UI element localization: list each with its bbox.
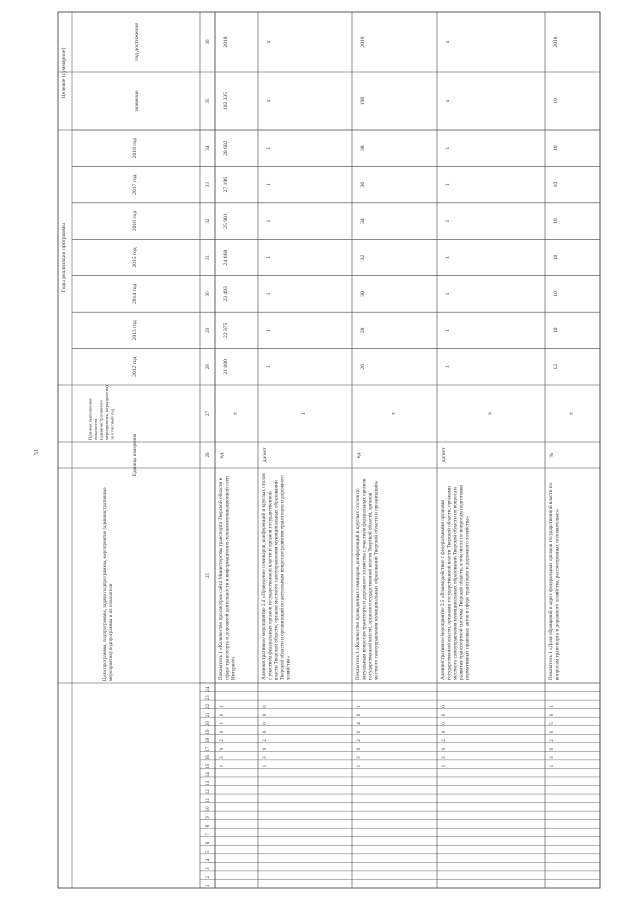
row-value: 34 <box>360 218 366 224</box>
row-target-year: 2018 <box>223 36 229 48</box>
row-value: 1 <box>266 292 272 296</box>
row-code: 1 <box>220 722 225 725</box>
row-value: 1 <box>445 292 451 296</box>
row-flag: х <box>232 412 239 415</box>
row-unit: % <box>549 452 555 458</box>
row-value: 24 668 <box>223 249 229 266</box>
column-number: 33 <box>206 182 211 188</box>
row-value: 1 <box>266 365 272 369</box>
paragraph-line: развития транспортной системы Тверской области, в том числе по вопросам подготовки <box>458 484 465 680</box>
row-target-value: х <box>266 99 272 103</box>
group-header-timeframe: Годы реализации программы <box>61 222 67 293</box>
table-frame <box>58 12 600 888</box>
row-code: 9 <box>220 747 225 751</box>
row-code: 0 <box>263 713 268 717</box>
column-number: 18 <box>206 738 211 744</box>
header-flag <box>88 385 115 440</box>
column-number: 34 <box>206 145 211 151</box>
header-program-name <box>103 487 114 681</box>
row-value: 38 <box>360 145 366 152</box>
row-code: 0 <box>357 713 362 717</box>
row-value: 28 <box>360 327 366 334</box>
header-y2017: 2017 год <box>132 174 138 195</box>
row-target-value: 198 <box>360 96 366 106</box>
column-number: 8 <box>206 824 211 828</box>
row-value: 1 <box>266 183 272 187</box>
header-y2012: 2012 год <box>132 356 138 377</box>
row-value: 25 901 <box>223 213 229 229</box>
row-code: 9 <box>357 747 362 751</box>
row-target-year: х <box>445 40 451 44</box>
row-code: 0 <box>357 730 362 734</box>
row-target-year: х <box>266 40 272 44</box>
column-number: 7 <box>206 833 211 836</box>
column-number: 1 <box>206 884 211 887</box>
column-number: 31 <box>206 255 211 260</box>
paragraph-line: Административное мероприятие 2.4 «Проведение семинаров, конференций и круглых столов <box>261 473 268 680</box>
paragraph-line: вопросам транспорта и дорожного хозяйства, рассмотренных положительно» <box>554 508 561 680</box>
row-code: 1 <box>220 705 225 708</box>
row-flag: х <box>390 412 397 415</box>
row-code: 0 <box>220 713 225 717</box>
paragraph-line: Показатель 1 «Доля обращений в адрес федеральных органов государственной власти по <box>548 482 555 680</box>
column-number: 2 <box>206 875 211 879</box>
row-value: 1 <box>445 328 451 332</box>
header-y2014: 2014 год <box>132 283 138 305</box>
row-value: 26 <box>360 363 366 370</box>
row-description <box>547 482 560 680</box>
column-number: 4 <box>206 858 211 862</box>
row-flag: 1 <box>301 412 307 415</box>
paragraph-line: власти Тверской области, органов местного самоуправления муниципальных образований <box>273 480 280 680</box>
paragraph-line: хозяйства» <box>285 655 292 680</box>
row-code: 1 <box>357 705 362 708</box>
row-value: 21 000 <box>223 359 229 375</box>
column-number: 11 <box>206 797 211 803</box>
column-number: 30 <box>206 291 211 297</box>
paragraph-line: с участием федеральных органов государственной власти и органов государственной <box>267 491 274 680</box>
paragraph-line: местного самоуправления муниципальных образований Тверской области и организаций» <box>373 480 380 680</box>
row-value: 32 <box>360 254 366 261</box>
row-code: 0 <box>263 705 268 708</box>
paragraph-line: Тверской области и организаций по актуальным вопросам развития транспорта и дорожного <box>279 475 286 680</box>
paragraph-line: государственной власти, органами государственной власти Тверской области, органами <box>446 486 453 680</box>
row-unit: да/нет <box>262 447 268 463</box>
row-code: 0 <box>442 730 447 734</box>
paragraph-line: государственной власти, органов государственной власти Тверской области, органов <box>367 492 374 680</box>
column-number: 3 <box>206 867 211 870</box>
header-unit: Единица измерения <box>133 433 138 477</box>
row-code: 9 <box>550 747 555 751</box>
row-description <box>217 476 236 680</box>
header-year-achieved: год достижения <box>134 23 140 61</box>
row-value: 1 <box>445 146 451 150</box>
row-value: 1 <box>266 256 272 259</box>
column-number: 35 <box>206 98 211 104</box>
header-value: значение <box>134 90 140 112</box>
row-description <box>439 485 471 680</box>
column-number: 15 <box>206 763 211 769</box>
row-code: 0 <box>550 713 555 717</box>
paragraph-line: Признак выполнения <box>87 398 93 440</box>
row-code: 3 <box>357 756 362 759</box>
column-number: 25 <box>206 573 211 578</box>
row-code: 1 <box>357 764 362 768</box>
row-value: 10 <box>553 254 559 261</box>
header-y2013: 2013 год <box>132 320 138 341</box>
row-code: 2 <box>263 739 268 742</box>
row-code: 3 <box>550 756 555 759</box>
header-y2016: 2016 год <box>132 210 138 232</box>
row-code: 0 <box>263 722 268 725</box>
row-value: 10 <box>553 291 559 297</box>
row-code: 0 <box>442 705 447 708</box>
column-number: 36 <box>206 39 211 45</box>
column-number: 14 <box>206 772 211 778</box>
row-value: 1 <box>445 365 451 369</box>
row-value: 28 602 <box>223 140 229 156</box>
column-number: 12 <box>206 789 211 795</box>
row-target-value: 10 <box>553 98 559 104</box>
row-code: 3 <box>263 756 268 759</box>
row-code: 9 <box>442 747 447 751</box>
row-value: 1 <box>266 146 272 150</box>
column-number: 6 <box>206 841 211 845</box>
row-value: 12 <box>553 363 559 370</box>
row-description <box>354 478 379 680</box>
paragraph-line: Интернет» <box>230 656 237 680</box>
row-value: 1 <box>266 219 272 223</box>
column-number: 20 <box>206 720 211 726</box>
row-unit: ед. <box>356 451 362 459</box>
paragraph-line: Показатель 1 «Количество проведенных семинаров, конференций и круглых столов по <box>355 488 362 680</box>
row-value: 1 <box>266 328 272 332</box>
row-code: 1 <box>550 764 555 768</box>
row-value: 10 <box>553 218 559 224</box>
group-header-target: Целевое (суммарное) <box>61 47 67 99</box>
row-value: 1 <box>445 256 451 259</box>
row-value: 1 <box>445 183 451 187</box>
row-flag: х <box>487 412 493 415</box>
row-value: 27 196 <box>223 176 229 193</box>
row-code: 2 <box>357 739 362 742</box>
row-value: 10 <box>553 181 559 188</box>
paragraph-line: Административное мероприятие 2.5 «Взаимодействие с федеральными органами <box>440 499 447 680</box>
row-code: 1 <box>442 764 447 768</box>
column-number: 13 <box>206 780 211 786</box>
column-number: 16 <box>206 755 211 761</box>
paragraph-line: (административного <box>98 400 104 440</box>
paragraph-line: мероприятия, мероприятия) <box>103 385 109 440</box>
column-number: 23 <box>206 695 211 701</box>
row-code: 1 <box>263 764 268 768</box>
paragraph-line: Показатель 1 «Количество просмотров сайта Министерства транспорта Тверской области в <box>218 477 225 680</box>
row-code: 0 <box>263 730 268 734</box>
paragraph-line: нормативных правовых актов в сфере транспорта и дорожного хозяйства» <box>464 515 471 680</box>
header-y2015: 2015 год <box>132 247 138 268</box>
row-code: 3 <box>442 756 447 759</box>
row-target-value: 182 335 <box>223 91 229 111</box>
paragraph-line: сфере транспорта и дорожной деятельности в информационно-телекоммуникационной сети <box>224 476 231 680</box>
paragraph-line: местного самоуправления муниципальных образований Тверской области по вопросам <box>452 487 459 680</box>
row-unit: да/нет <box>441 447 447 463</box>
column-number: 5 <box>206 850 211 853</box>
row-code: 2 <box>550 739 555 742</box>
row-unit: ед. <box>219 451 225 459</box>
page-number: 51 <box>34 449 40 455</box>
column-number: 29 <box>206 327 211 333</box>
column-number: 26 <box>206 452 211 458</box>
row-code: 2 <box>220 739 225 742</box>
row-code: 9 <box>263 747 268 751</box>
row-code: 1 <box>220 764 225 768</box>
row-value: 22 375 <box>223 322 229 339</box>
paragraph-line: актуальным вопросам транспорта и дорожного хозяйства с участием федеральных органов <box>361 478 368 680</box>
row-code: 4 <box>357 722 362 725</box>
row-target-year: 2018 <box>553 36 559 48</box>
row-code: 0 <box>220 730 225 734</box>
row-value: 23 493 <box>223 286 229 302</box>
row-code: 1 <box>550 705 555 708</box>
paragraph-line: за отчетный год <box>109 408 115 440</box>
row-value: 10 <box>553 145 559 152</box>
row-value: 30 <box>360 291 366 297</box>
row-value: 36 <box>360 181 366 188</box>
column-number: 22 <box>206 703 211 709</box>
column-number: 9 <box>206 816 211 819</box>
row-code: 0 <box>442 713 447 717</box>
row-value: 1 <box>445 219 451 223</box>
column-number: 21 <box>206 712 211 718</box>
row-code: 0 <box>442 722 447 725</box>
row-target-value: х <box>445 99 451 103</box>
row-code: 5 <box>550 722 555 725</box>
row-code: 0 <box>550 730 555 734</box>
column-number: 24 <box>206 686 211 692</box>
paragraph-line: мероприятия) подпрограммы и их показатели <box>108 583 114 681</box>
column-number: 27 <box>206 411 211 416</box>
paragraph-line: Цели программы, подпрограммы, задачи подпрограммы, мероприятия (административные <box>103 487 108 681</box>
column-number: 28 <box>206 364 211 370</box>
column-number: 19 <box>206 729 211 735</box>
row-value: 10 <box>553 327 559 334</box>
row-code: 3 <box>220 756 225 759</box>
row-flag: х <box>568 412 575 415</box>
column-number: 32 <box>206 218 211 224</box>
row-target-year: 2018 <box>360 36 366 48</box>
header-y2018: 2018 год <box>132 138 138 159</box>
column-number: 17 <box>206 746 211 752</box>
paragraph-line: показателя <box>93 418 99 440</box>
column-number: 10 <box>206 806 211 812</box>
row-description <box>260 473 292 680</box>
row-code: 2 <box>442 739 447 742</box>
